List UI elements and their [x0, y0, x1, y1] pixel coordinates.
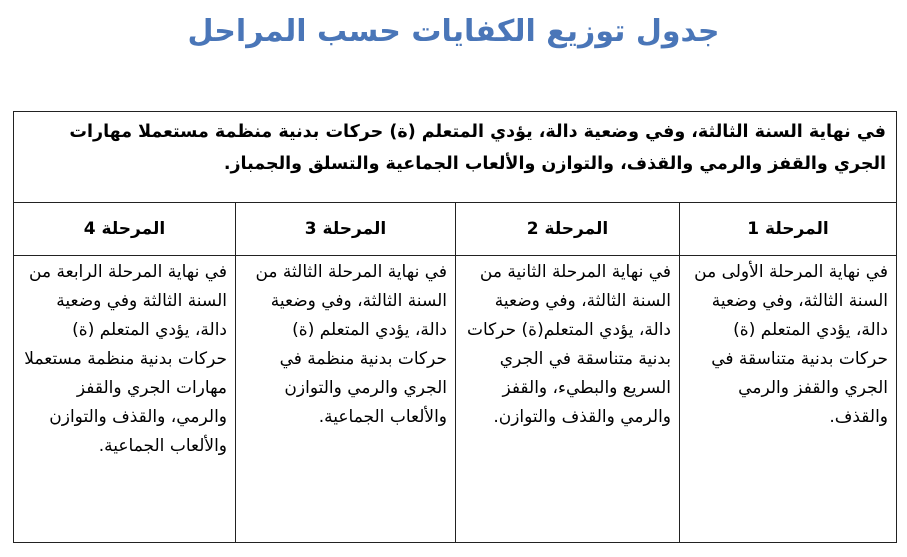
- stage-4-header: المرحلة 4: [14, 203, 236, 256]
- stage-1-text: في نهاية المرحلة الأولى من السنة الثالثة، وفي وضعية دالة، يؤدي المتعلم (ة) حركات بدنية متناسقة في الجري والقفز والرمي والقذف.: [694, 262, 889, 427]
- stage-3-header: المرحلة 3: [236, 203, 456, 256]
- page-title: جدول توزيع الكفايات حسب المراحل: [187, 14, 720, 49]
- stage-4-cell: [14, 256, 236, 543]
- intro-row: [14, 112, 897, 203]
- stage-3-text: في نهاية المرحلة الثالثة من السنة الثالثة، وفي وضعية دالة، يؤدي المتعلم (ة) حركات بدنية منظمة في الجري والرمي والتوازن والألعاب الجماعية.: [255, 262, 448, 427]
- stage-2-header: المرحلة 2: [456, 203, 680, 256]
- competencies-table: [13, 111, 897, 543]
- stage-2-cell: [456, 256, 680, 543]
- stage-4-text: في نهاية المرحلة الرابعة من السنة الثالثة وفي وضعية دالة، يؤدي المتعلم (ة) حركات بدنية منظمة مستعملا مهارات الجري والقفز والرمي، والقذف والتوازن والألعاب الجماعية.: [24, 262, 228, 456]
- stage-1-header: المرحلة 1: [680, 203, 897, 256]
- stage-1-cell: [680, 256, 897, 543]
- stage-3-cell: [236, 256, 456, 543]
- stage-2-text: في نهاية المرحلة الثانية من السنة الثالثة، وفي وضعية دالة، يؤدي المتعلم(ة) حركات بدنية متناسقة في الجري السريع والبطيء، والقفز والرمي والقذف والتوازن.: [466, 262, 672, 427]
- content-row: [14, 256, 897, 543]
- intro-text: في نهاية السنة الثالثة، وفي وضعية دالة، يؤدي المتعلم (ة) حركات بدنية منظمة مستعملا مهارات الجري والقفز والرمي والقذف، والتوازن والألعاب الجماعية والتسلق والجمباز.: [69, 122, 887, 174]
- intro-cell: [14, 112, 897, 203]
- header-row: [14, 203, 897, 256]
